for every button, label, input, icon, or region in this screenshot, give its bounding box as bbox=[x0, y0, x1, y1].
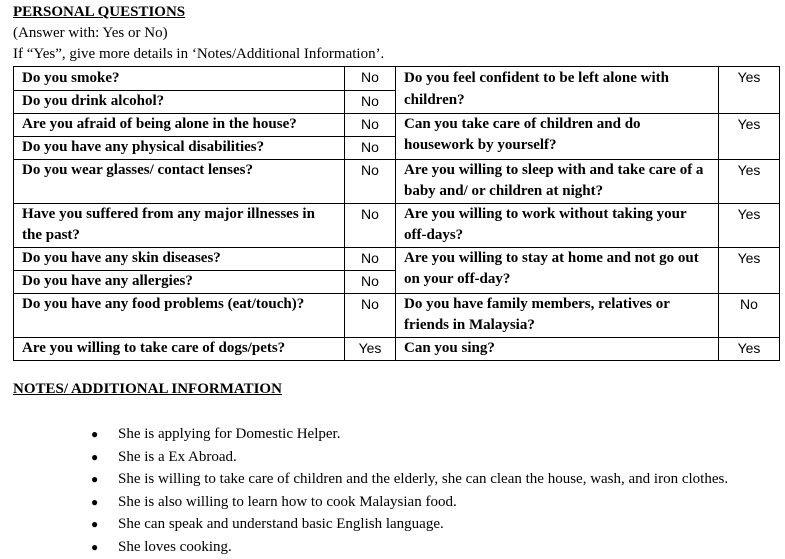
question-afraid-alone: Are you afraid of being alone in the house? bbox=[14, 113, 345, 136]
list-item bbox=[91, 468, 728, 491]
notes-list bbox=[91, 423, 728, 559]
answer-allergies: No bbox=[345, 270, 396, 293]
table-row bbox=[14, 67, 780, 91]
answer-family-in-malaysia: No bbox=[719, 293, 780, 337]
answer-sing: Yes bbox=[719, 337, 780, 360]
question-skin-diseases: Do you have any skin diseases? bbox=[14, 247, 345, 270]
question-left-alone-with-children: Do you feel confident to be left alone with children? bbox=[396, 67, 719, 114]
bullet-icon: ● bbox=[91, 539, 99, 554]
answer-major-illnesses: No bbox=[345, 203, 396, 247]
bullet-icon: ● bbox=[91, 427, 99, 441]
question-physical-disabilities: Do you have any physical disabilities? bbox=[14, 136, 345, 159]
table-row bbox=[14, 203, 780, 247]
question-food-problems: Do you have any food problems (eat/touch)? bbox=[14, 293, 345, 337]
table-row bbox=[14, 337, 780, 360]
bullet-icon: ● bbox=[91, 494, 99, 509]
question-children-and-housework: Can you take care of children and do housework by yourself? bbox=[396, 113, 719, 159]
question-glasses: Do you wear glasses/ contact lenses? bbox=[14, 159, 345, 203]
question-work-without-off-days: Are you willing to work without taking your off-days? bbox=[396, 203, 719, 247]
question-sleep-with-baby: Are you willing to sleep with and take care of a baby and/ or children at night? bbox=[396, 159, 719, 203]
answer-instruction: (Answer with: Yes or No) bbox=[13, 25, 168, 41]
answer-work-without-off-days: Yes bbox=[719, 203, 780, 247]
answer-skin-diseases: No bbox=[345, 247, 396, 270]
table-row bbox=[14, 293, 780, 337]
page-title: PERSONAL QUESTIONS bbox=[13, 4, 186, 20]
answer-physical-disabilities: No bbox=[345, 136, 396, 159]
note-text: She can speak and understand basic English language. bbox=[118, 516, 444, 533]
bullet-icon: ● bbox=[91, 517, 99, 532]
question-major-illnesses: Have you suffered from any major illnesses in the past? bbox=[14, 203, 345, 247]
question-allergies: Do you have any allergies? bbox=[14, 270, 345, 293]
note-text: She is a Ex Abroad. bbox=[118, 448, 237, 465]
answer-alcohol: No bbox=[345, 90, 396, 113]
answer-left-alone-with-children: Yes bbox=[719, 67, 780, 114]
answer-sleep-with-baby: Yes bbox=[719, 159, 780, 203]
note-text: She is willing to take care of children and the elderly, she can clean the house, wash, and iron clothes. bbox=[118, 471, 729, 488]
answer-food-problems: No bbox=[345, 293, 396, 337]
answer-children-and-housework: Yes bbox=[719, 113, 780, 159]
list-item bbox=[91, 446, 728, 469]
list-item bbox=[91, 513, 728, 536]
question-sing: Can you sing? bbox=[396, 337, 719, 360]
question-stay-home-off-day: Are you willing to stay at home and not go out on your off-day? bbox=[396, 247, 719, 293]
question-family-in-malaysia: Do you have family members, relatives or friends in Malaysia? bbox=[396, 293, 719, 337]
question-dogs-pets: Are you willing to take care of dogs/pets? bbox=[14, 337, 345, 360]
list-item bbox=[91, 491, 728, 514]
table-row bbox=[14, 113, 780, 136]
bullet-icon: ● bbox=[91, 449, 99, 464]
note-text: She loves cooking. bbox=[118, 538, 232, 555]
details-instruction: If “Yes”, give more details in ‘Notes/Additional Information’. bbox=[13, 46, 385, 62]
table-row bbox=[14, 247, 780, 270]
note-text: She is also willing to learn how to cook Malaysian food. bbox=[118, 493, 457, 510]
bullet-icon: ● bbox=[91, 472, 99, 487]
table-row bbox=[14, 159, 780, 203]
personal-questions-table bbox=[13, 66, 780, 361]
answer-dogs-pets: Yes bbox=[345, 337, 396, 360]
answer-stay-home-off-day: Yes bbox=[719, 247, 780, 293]
note-text: She is applying for Domestic Helper. bbox=[118, 426, 341, 442]
answer-glasses: No bbox=[345, 159, 396, 203]
question-smoke: Do you smoke? bbox=[14, 67, 345, 91]
list-item bbox=[91, 423, 728, 446]
notes-title: NOTES/ ADDITIONAL INFORMATION bbox=[13, 381, 282, 397]
answer-smoke: No bbox=[345, 67, 396, 91]
list-item bbox=[91, 536, 728, 559]
answer-afraid-alone: No bbox=[345, 113, 396, 136]
question-alcohol: Do you drink alcohol? bbox=[14, 90, 345, 113]
